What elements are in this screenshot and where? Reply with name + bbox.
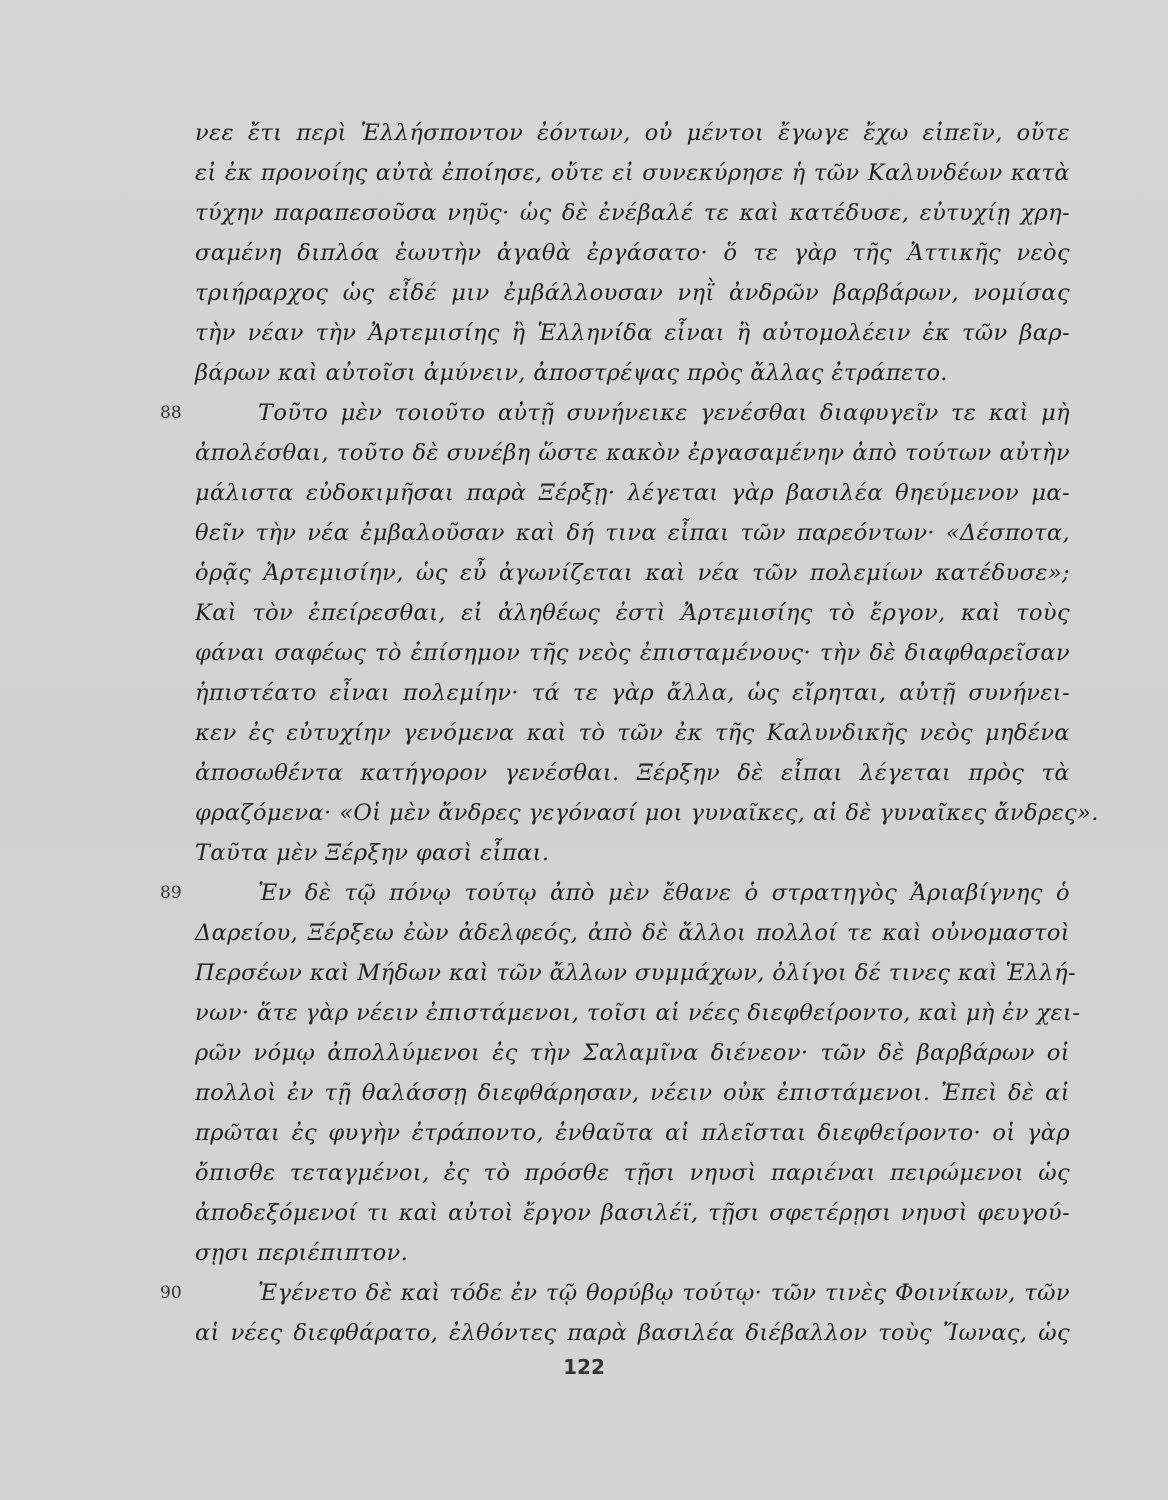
text-line: θεῖν τὴν νέα ἐμβαλοῦσαν καὶ δή τινα εἶπαι τῶν παρεόντων· «Δέσποτα,: [195, 520, 1070, 546]
text-line: κεν ἐς εὐτυχίην γενόμενα καὶ τὸ τῶν ἐκ τῆς Καλυνδικῆς νεὸς μηδένα: [195, 720, 1070, 746]
text-line: εἰ ἐκ προνοίης αὐτὰ ἐποίησε, οὔτε εἰ συνεκύρησε ἡ τῶν Καλυνδέων κατὰ: [195, 160, 1070, 186]
text-line: φάναι σαφέως τὸ ἐπίσημον τῆς νεὸς ἐπισταμένους· τὴν δὲ διαφθαρεῖσαν: [195, 640, 1070, 666]
text-line: αἱ νέες διεφθάρατο, ἐλθόντες παρὰ βασιλέα διέβαλλον τοὺς Ἴωνας, ὡς: [195, 1320, 1070, 1346]
section-number: 88: [160, 403, 182, 423]
text-line: Καὶ τὸν ἐπείρεσθαι, εἰ ἀληθέως ἐστὶ Ἀρτεμισίης τὸ ἔργον, καὶ τοὺς: [195, 600, 1070, 626]
text-line: ὁρᾷς Ἀρτεμισίην, ὡς εὖ ἀγωνίζεται καὶ νέα τῶν πολεμίων κατέδυσε»;: [195, 560, 1070, 586]
text-line: Δαρείου, Ξέρξεω ἐὼν ἀδελφεός, ἀπὸ δὲ ἄλλοι πολλοί τε καὶ οὐνομαστοὶ: [195, 920, 1070, 946]
text-line: τύχην παραπεσοῦσα νηῦς· ὡς δὲ ἐνέβαλέ τε καὶ κατέδυσε, εὐτυχίῃ χρη-: [195, 200, 1070, 226]
text-line: Τοῦτο μὲν τοιοῦτο αὐτῇ συνήνεικε γενέσθαι διαφυγεῖν τε καὶ μὴ: [258, 400, 1070, 426]
text-line: πολλοὶ ἐν τῇ θαλάσσῃ διεφθάρησαν, νέειν οὐκ ἐπιστάμενοι. Ἐπεὶ δὲ αἱ: [195, 1080, 1070, 1106]
text-line: ἀποσωθέντα κατήγορον γενέσθαι. Ξέρξην δὲ εἶπαι λέγεται πρὸς τὰ: [195, 760, 1070, 786]
text-line: φραζόμενα· «Οἱ μὲν ἄνδρες γεγόνασί μοι γυναῖκες, αἱ δὲ γυναῖκες ἄνδρες».: [195, 800, 1099, 826]
page-number: 122: [563, 1355, 605, 1379]
text-line: Ταῦτα μὲν Ξέρξην φασὶ εἶπαι.: [195, 840, 550, 866]
text-line: τὴν νέαν τὴν Ἀρτεμισίης ἢ Ἑλληνίδα εἶναι ἢ αὐτομολέειν ἐκ τῶν βαρ-: [195, 320, 1070, 346]
text-line: νων· ἅτε γὰρ νέειν ἐπιστάμενοι, τοῖσι αἱ νέες διεφθείροντο, καὶ μὴ ἐν χει-: [195, 1000, 1081, 1026]
text-line: Ἐν δὲ τῷ πόνῳ τούτῳ ἀπὸ μὲν ἔθανε ὁ στρατηγὸς Ἀριαβίγνης ὁ: [258, 880, 1070, 906]
text-line: ὄπισθε τεταγμένοι, ἐς τὸ πρόσθε τῇσι νηυσὶ παριέναι πειρώμενοι ὡς: [195, 1160, 1070, 1186]
text-line: ἀποδεξόμενοί τι καὶ αὐτοὶ ἔργον βασιλέϊ, τῇσι σφετέρῃσι νηυσὶ φευγού-: [195, 1200, 1070, 1226]
text-line: ἠπιστέατο εἶναι πολεμίην· τά τε γὰρ ἄλλα, ὡς εἴρηται, αὐτῇ συνήνει-: [195, 680, 1070, 706]
text-line: τριήραρχος ὡς εἶδέ μιν ἐμβάλλουσαν νηῒ ἀνδρῶν βαρβάρων, νομίσας: [195, 280, 1070, 306]
text-line: Περσέων καὶ Μήδων καὶ τῶν ἄλλων συμμάχων, ὀλίγοι δέ τινες καὶ Ἑλλή-: [195, 960, 1076, 986]
section-number: 89: [160, 883, 182, 903]
text-line: νεε ἔτι περὶ Ἑλλήσποντον ἐόντων, οὐ μέντοι ἔγωγε ἔχω εἰπεῖν, οὔτε: [195, 120, 1070, 146]
text-line: πρῶται ἐς φυγὴν ἐτράποντο, ἐνθαῦτα αἱ πλεῖσται διεφθείροντο· οἱ γὰρ: [195, 1120, 1070, 1146]
section-number: 90: [160, 1283, 182, 1303]
text-line: ἀπολέσθαι, τοῦτο δὲ συνέβη ὥστε κακὸν ἐργασαμένην ἀπὸ τούτων αὐτὴν: [195, 440, 1070, 466]
text-line: βάρων καὶ αὐτοῖσι ἀμύνειν, ἀποστρέψας πρὸς ἄλλας ἐτράπετο.: [195, 360, 948, 386]
text-line: Ἐγένετο δὲ καὶ τόδε ἐν τῷ θορύβῳ τούτῳ· τῶν τινὲς Φοινίκων, τῶν: [258, 1280, 1070, 1306]
text-line: ρῶν νόμῳ ἀπολλύμενοι ἐς τὴν Σαλαμῖνα διένεον· τῶν δὲ βαρβάρων οἱ: [195, 1040, 1070, 1066]
text-line: σῃσι περιέπιπτον.: [195, 1240, 409, 1266]
text-line: σαμένη διπλόα ἑωυτὴν ἀγαθὰ ἐργάσατο· ὅ τε γὰρ τῆς Ἀττικῆς νεὸς: [195, 240, 1070, 266]
text-line: μάλιστα εὐδοκιμῆσαι παρὰ Ξέρξῃ· λέγεται γὰρ βασιλέα θηεύμενον μα-: [195, 480, 1070, 506]
